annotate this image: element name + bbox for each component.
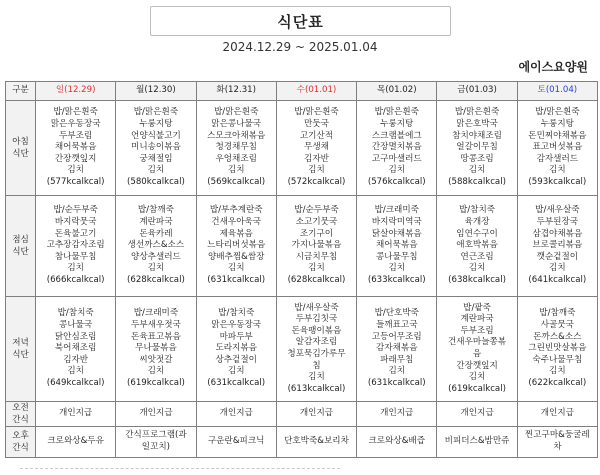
menu-item: 밥/새우살죽	[294, 302, 339, 313]
menu-cell	[357, 101, 437, 196]
meal-table	[5, 81, 598, 458]
menu-item: 생선까스&소스	[127, 240, 185, 251]
menu-item: 채어묵볶음	[54, 142, 97, 153]
menu-item: 침	[312, 360, 321, 371]
menu-item: 스크램블에그	[371, 130, 422, 141]
menu-item: 브로콜리볶음	[532, 240, 583, 251]
menu-item: 밥/참치죽	[458, 205, 496, 216]
menu-item: 두부조림	[59, 130, 93, 141]
row-label-line: 오전	[12, 403, 29, 413]
menu-item: 바지락미역국	[371, 217, 422, 228]
menu-item: (628kcalkcal)	[287, 274, 346, 285]
menu-item: 두부새우젓국	[131, 320, 181, 331]
menu-item: 밥/맑은흰죽	[374, 107, 419, 118]
day-header-wednesday: 수(01.01)	[276, 82, 356, 101]
menu-item: 가지나물볶음	[291, 240, 342, 251]
menu-item: 감자채볶음	[376, 343, 418, 354]
menu-item: 누룽지탕	[380, 119, 414, 130]
menu-cell	[517, 427, 597, 458]
menu-item: 김치	[227, 366, 245, 377]
header-row	[6, 82, 598, 101]
menu-item: 밥/참깨죽	[539, 308, 576, 319]
menu-cell	[437, 297, 517, 402]
menu-item: (576kcalkcal)	[367, 176, 426, 187]
menu-cell	[517, 297, 597, 402]
menu-item: 차	[553, 442, 562, 452]
menu-item: (577kcalkcal)	[46, 176, 105, 187]
menu-item: 표고버섯볶음	[532, 142, 583, 153]
menu-item: 간장깻잎지	[54, 153, 97, 164]
menu-item: 개인지급	[219, 408, 253, 419]
menu-item: 바지락뭇국	[54, 217, 97, 228]
menu-item: 감자샐러드	[536, 153, 579, 164]
menu-cell	[276, 427, 356, 458]
menu-item: 김자반	[304, 153, 329, 164]
dinner-row	[6, 297, 598, 402]
menu-cell	[36, 297, 116, 402]
menu-item: 맑은콩나물국	[211, 119, 262, 130]
menu-item: 북어채조림	[54, 343, 97, 354]
menu-cell	[36, 101, 116, 196]
menu-item: 김자반	[63, 354, 89, 365]
menu-item: 스모크아채볶음	[207, 130, 266, 141]
menu-item: (631kcalkcal)	[207, 274, 266, 285]
menu-item: 개인지급	[380, 408, 414, 419]
menu-item: 개인지급	[139, 408, 173, 419]
menu-item: 씨앗젓갈	[139, 354, 173, 365]
menu-item: 밥/맑은흰죽	[214, 107, 259, 118]
morning-snack-row	[6, 402, 598, 427]
menu-item: 음	[472, 349, 482, 359]
menu-item: 김치	[549, 366, 566, 377]
menu-item: 밥/순두부죽	[294, 205, 339, 216]
menu-item: 무생채	[304, 142, 329, 153]
menu-item: 김치	[468, 372, 486, 383]
menu-cell	[196, 427, 276, 458]
row-label-line: 저녁	[12, 338, 29, 348]
menu-cell	[196, 402, 276, 427]
menu-cell	[437, 196, 517, 297]
menu-item: 밥/맑은흰죽	[53, 107, 98, 118]
menu-item: 김치	[308, 165, 325, 176]
menu-item: 돈육카레	[139, 228, 173, 239]
menu-item: 삼겹야채볶음	[532, 228, 583, 239]
menu-item: 김치	[67, 366, 84, 377]
menu-item: 두부조림	[460, 325, 494, 336]
menu-item: 숙주나물무침	[532, 354, 583, 365]
row-label	[6, 196, 36, 297]
menu-item: 김치	[308, 372, 325, 383]
menu-item: (580kcalkcal)	[127, 176, 185, 187]
menu-item: 들깨표고국	[376, 320, 418, 331]
menu-item: 청포묵김가루무	[287, 349, 346, 359]
menu-cell	[196, 196, 276, 297]
menu-item: (628kcalkcal)	[127, 274, 185, 285]
row-label	[6, 101, 36, 196]
menu-item: 개인지급	[460, 408, 494, 419]
menu-item: 채어묵볶음	[376, 240, 418, 251]
menu-item: 우엉채조림	[215, 153, 257, 164]
menu-item: 도라지볶음	[215, 343, 257, 354]
menu-item: (619kcalkcal)	[127, 377, 185, 388]
menu-item: 김치	[67, 263, 84, 274]
menu-item: 콩나물국	[59, 320, 93, 331]
menu-item: 맑은우동장국	[50, 119, 101, 130]
menu-item: 밥/맑은흰죽	[133, 107, 179, 118]
menu-item: 사골뭇국	[540, 320, 574, 331]
menu-cell	[276, 297, 356, 402]
menu-item: 건새우아욱국	[211, 217, 262, 228]
menu-item: 비피더스&밤만쥬	[444, 436, 510, 447]
menu-item: (649kcalkcal)	[46, 377, 105, 388]
menu-item: 간식프로그램(과	[125, 430, 187, 441]
menu-item: (622kcalkcal)	[528, 377, 587, 388]
row-label	[6, 402, 36, 427]
menu-cell	[36, 427, 116, 458]
menu-item: 상추겉절이	[215, 354, 257, 365]
menu-item: (569kcalkcal)	[207, 176, 266, 187]
menu-item: 언양식불고기	[131, 130, 181, 141]
menu-item: 김치	[227, 165, 245, 176]
menu-item: 참치야채조림	[452, 130, 502, 141]
menu-item: 누룽지탕	[540, 119, 574, 130]
row-label-line: 오후	[12, 431, 29, 441]
menu-item: 조기구이	[299, 228, 334, 239]
menu-item: 밥/맑은흰죽	[294, 107, 339, 118]
menu-item: 돈육팽이볶음	[291, 325, 342, 336]
menu-item: 참나물무침	[54, 251, 97, 262]
day-header-monday: 월(12.30)	[116, 82, 196, 101]
row-label-line: 식단	[12, 247, 29, 257]
menu-item: 개인지급	[59, 408, 93, 419]
menu-item: 밥/참치죽	[57, 308, 94, 319]
menu-item: (593kcalkcal)	[528, 176, 587, 187]
menu-item: 연근조림	[460, 251, 494, 262]
menu-item: (631kcalkcal)	[207, 377, 266, 388]
menu-item: 간장멸치볶음	[371, 142, 422, 153]
menu-item: 김치	[388, 165, 406, 176]
menu-item: 밥/단호박죽	[374, 308, 419, 319]
date-range: 2024.12.29 ~ 2025.01.04	[222, 40, 378, 54]
menu-item: 마파두부	[219, 331, 253, 342]
menu-item: 누룽지탕	[139, 119, 173, 130]
menu-cell	[437, 101, 517, 196]
menu-item: 밥/맑은흰죽	[454, 107, 500, 118]
menu-item: 콩나물무침	[376, 251, 418, 262]
menu-cell	[276, 196, 356, 297]
menu-item: 계란파국	[460, 314, 494, 325]
menu-item: 밥/팥죽	[463, 302, 491, 313]
menu-item: 닭안심조림	[54, 331, 97, 342]
menu-item: 크로와상&배즙	[368, 436, 426, 447]
row-label-line: 식단	[12, 350, 29, 360]
row-label-line: 식단	[12, 149, 29, 159]
menu-item: 김치	[67, 165, 84, 176]
facility-name: 에이스요양원	[518, 60, 588, 74]
menu-cell	[276, 402, 356, 427]
menu-item: 일꼬치)	[141, 442, 171, 452]
row-label-line: 아침	[12, 137, 29, 147]
menu-item: 깻순겉절이	[536, 251, 579, 262]
menu-cell	[36, 196, 116, 297]
menu-item: (619kcalkcal)	[448, 383, 506, 394]
menu-item: 김치	[308, 263, 325, 274]
menu-cell	[116, 427, 196, 458]
menu-item: 개인지급	[299, 408, 334, 419]
menu-cell	[437, 402, 517, 427]
menu-item: 애호박볶음	[456, 240, 498, 251]
menu-item: 밥/부추계란죽	[209, 205, 263, 216]
menu-item: 돈까스&소스	[533, 331, 582, 342]
menu-item: 김치	[549, 165, 566, 176]
menu-item: 알감자조림	[295, 337, 338, 348]
menu-cell	[196, 101, 276, 196]
menu-cell	[517, 196, 597, 297]
menu-item: 파래무침	[380, 354, 414, 365]
menu-item: 청경채무침	[215, 142, 257, 153]
menu-item: 양배추찜&쌈장	[207, 251, 265, 262]
menu-cell	[357, 427, 437, 458]
title-text: 식단표	[277, 12, 324, 31]
menu-item: 느타리버섯볶음	[207, 240, 266, 251]
menu-item: 김치	[147, 366, 165, 377]
row-label	[6, 427, 36, 458]
menu-item: 김치	[468, 263, 486, 274]
menu-item: 건새우마늘쫑볶	[447, 337, 507, 348]
page-title	[150, 6, 451, 36]
menu-item: (572kcalkcal)	[287, 176, 346, 187]
menu-item: 고등어무조림	[371, 331, 422, 342]
menu-cell	[116, 402, 196, 427]
menu-cell	[116, 297, 196, 402]
menu-item: 고구마샐러드	[371, 153, 422, 164]
menu-item: 밥/크래미죽	[374, 205, 419, 216]
menu-item: (638kcalkcal)	[448, 274, 506, 285]
menu-item: 구운란&피크닉	[207, 436, 265, 447]
menu-item: (588kcalkcal)	[448, 176, 506, 187]
menu-item: 시금치무침	[295, 251, 338, 262]
menu-cell	[196, 297, 276, 402]
menu-item: 돈육표고볶음	[131, 331, 181, 342]
menu-item: 밥/크래미죽	[133, 308, 179, 319]
menu-item: (641kcalkcal)	[528, 274, 587, 285]
menu-item: 김치	[549, 263, 566, 274]
menu-item: 개인지급	[540, 408, 574, 419]
menu-cell	[276, 101, 356, 196]
menu-cell	[437, 427, 517, 458]
menu-item: 닭살야채볶음	[371, 228, 422, 239]
menu-item: 만둣국	[304, 119, 329, 130]
afternoon-snack-row	[6, 427, 598, 458]
menu-item: (613kcalkcal)	[287, 383, 346, 394]
menu-cell	[517, 402, 597, 427]
menu-item: 간장깻잎지	[456, 360, 498, 371]
menu-item: 계란파국	[139, 217, 173, 228]
menu-item: 얼갈이무침	[456, 142, 498, 153]
row-label-line: 간식	[12, 415, 29, 425]
menu-item: 제육볶음	[219, 228, 253, 239]
menu-cell	[357, 196, 437, 297]
menu-item: 고기산적	[299, 130, 334, 141]
menu-item: 무나물볶음	[135, 343, 177, 354]
menu-item: 고추장감자조림	[46, 240, 105, 251]
menu-item: 밥/참치죽	[218, 308, 255, 319]
day-header-sunday: 일(12.29)	[36, 82, 116, 101]
menu-item: 찐고구마&둥굴레	[524, 430, 590, 441]
menu-item: 돈민찌야채볶음	[528, 130, 587, 141]
header-corner: 구분	[6, 82, 36, 101]
menu-item: (631kcalkcal)	[367, 377, 426, 388]
menu-item: 크로와상&두유	[47, 436, 104, 447]
menu-item: 김치	[468, 165, 486, 176]
menu-cell	[357, 297, 437, 402]
menu-item: 미니송이볶음	[131, 142, 181, 153]
menu-item: (666kcalkcal)	[46, 274, 105, 285]
day-header-saturday: 토(01.04)	[517, 82, 597, 101]
day-header-tuesday: 화(12.31)	[196, 82, 276, 101]
menu-item: 그린빈맛살볶음	[528, 343, 587, 354]
menu-cell	[116, 101, 196, 196]
menu-cell	[116, 196, 196, 297]
menu-item: 단호박죽&보리차	[284, 436, 349, 447]
menu-item: 맑은우동장국	[211, 320, 262, 331]
menu-item: 양상추샐러드	[131, 251, 181, 262]
menu-item: 두부된장국	[536, 217, 579, 228]
menu-item: (633kcalkcal)	[367, 274, 426, 285]
row-label	[6, 297, 36, 402]
menu-item: 밥/맑은흰죽	[535, 107, 580, 118]
menu-item: 김치	[147, 263, 165, 274]
menu-item: 임연수구이	[456, 228, 498, 239]
menu-item: 밥/참깨죽	[137, 205, 174, 216]
day-header-thursday: 목(01.02)	[357, 82, 437, 101]
menu-cell	[36, 402, 116, 427]
row-label-line: 점심	[12, 235, 29, 245]
menu-item: 밥/새우살죽	[535, 205, 580, 216]
menu-item: 김치	[388, 263, 406, 274]
lunch-row	[6, 196, 598, 297]
menu-item: 땅콩조림	[460, 153, 494, 164]
menu-item: 소고기뭇국	[295, 217, 338, 228]
menu-item: 돈육불고기	[54, 228, 97, 239]
menu-item: 맑은호박국	[456, 119, 498, 130]
menu-item: 육개장	[464, 217, 490, 228]
menu-item: 밥/순두부죽	[53, 205, 98, 216]
menu-item: 두부김칫국	[295, 314, 338, 325]
day-header-friday: 금(01.03)	[437, 82, 517, 101]
menu-item: 김치	[227, 263, 245, 274]
row-label-line: 간식	[12, 443, 29, 453]
menu-item: 궁채절임	[139, 153, 173, 164]
menu-item: 김치	[388, 366, 406, 377]
breakfast-row	[6, 101, 598, 196]
menu-cell	[357, 402, 437, 427]
menu-item: 김치	[147, 165, 165, 176]
menu-cell	[517, 101, 597, 196]
